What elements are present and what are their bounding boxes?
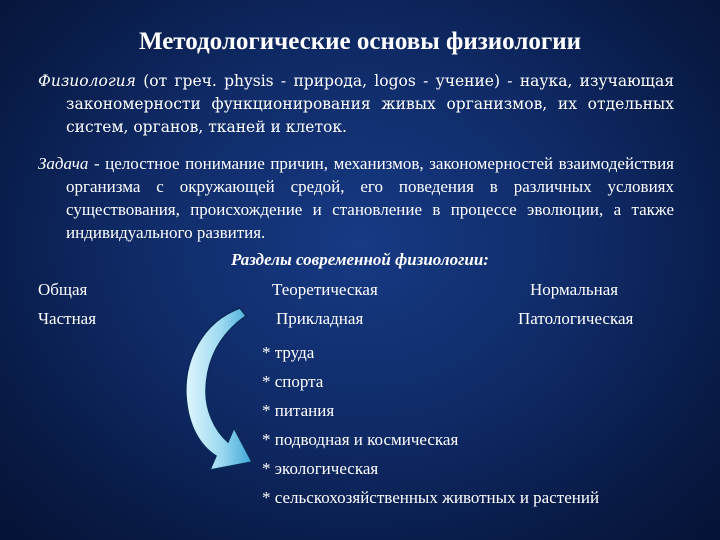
list-item: * подводная и космическая <box>262 430 459 449</box>
applied-list <box>262 338 599 512</box>
list-item: * спорта <box>262 372 324 391</box>
list-item: * экологическая <box>262 459 379 478</box>
task-text: - целостное понимание причин, механизмов, закономерностей взаимодействия организма с окружающей средой, его поведения в различных условиях существования, происхождение и становление в процессе эволюции, а также индивидуального развития. <box>66 154 674 242</box>
definition-text: (от греч. physis - природа, logos - учение) - наука, изучающая закономерности функционирования живых организмов, их отдельных систем, органов, тканей и клеток. <box>66 72 674 136</box>
task-term: Задача <box>38 154 89 173</box>
section-applied: Прикладная <box>276 309 364 328</box>
slide-title: Методологические основы физиологии <box>138 28 582 55</box>
task-paragraph <box>38 152 674 244</box>
section-theoretical: Теоретическая <box>272 280 378 299</box>
section-normal: Нормальная <box>530 280 619 299</box>
sections-heading: Разделы современной физиологии: <box>231 250 489 269</box>
section-general: Общая <box>38 280 88 299</box>
list-item: * питания <box>262 401 335 420</box>
definition-term: Физиология <box>38 72 136 90</box>
curved-arrow-icon <box>180 300 270 490</box>
list-item: * труда <box>262 343 315 362</box>
section-pathological: Патологическая <box>518 309 634 328</box>
list-item: * сельскохозяйственных животных и растений <box>262 488 600 507</box>
section-specific: Частная <box>38 309 97 328</box>
definition-paragraph <box>38 70 674 139</box>
